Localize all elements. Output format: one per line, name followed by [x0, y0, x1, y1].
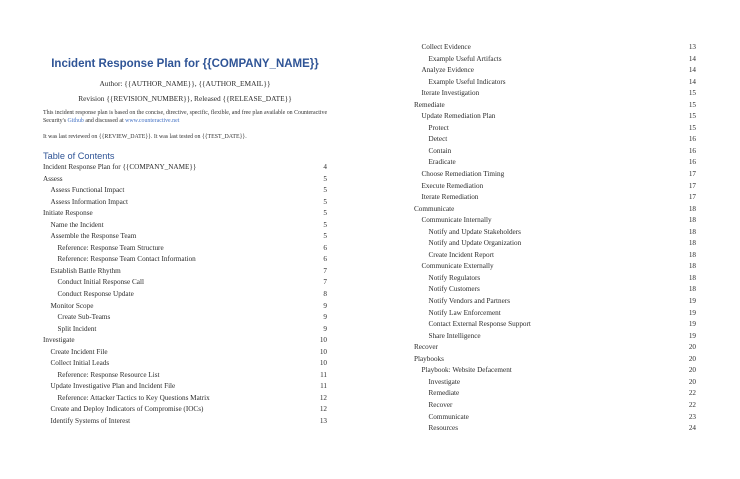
toc-entry[interactable]: [43, 266, 327, 278]
toc-entry[interactable]: [414, 169, 696, 181]
toc-entry-title: Communicate Internally: [421, 216, 492, 225]
toc-entry[interactable]: [414, 88, 696, 100]
toc-entry-page: 18: [688, 204, 696, 213]
toc-entry[interactable]: [414, 192, 696, 204]
toc-entry-title: Assess: [43, 174, 63, 183]
toc-entry-title: Create Incident Report: [428, 250, 494, 259]
toc-entry[interactable]: [43, 416, 327, 428]
toc-entry-page: 10: [319, 336, 327, 345]
toc-entry-page: 15: [688, 89, 696, 98]
toc-entry[interactable]: [43, 381, 327, 393]
toc-entry-page: 11: [320, 382, 327, 391]
toc-entry[interactable]: [414, 100, 696, 112]
toc-entry-title: Reference: Attacker Tactics to Key Questions Matrix: [57, 393, 210, 402]
toc-entry-page: 5: [323, 186, 327, 195]
toc-entry[interactable]: [414, 54, 696, 66]
toc-entry-title: Share Intelligence: [428, 331, 481, 340]
right-page: [370, 0, 740, 479]
toc-entry-page: 5: [323, 209, 327, 218]
toc-entry-page: 12: [319, 393, 327, 402]
toc-entry-page: 19: [688, 331, 696, 340]
toc-entry[interactable]: [414, 238, 696, 250]
toc-entry-page: 11: [320, 370, 327, 379]
toc-entry[interactable]: [414, 181, 696, 193]
toc-entry-page: 10: [319, 347, 327, 356]
toc-entry[interactable]: [43, 404, 327, 416]
toc-entry[interactable]: [414, 123, 696, 135]
toc-entry[interactable]: [414, 400, 696, 412]
toc-entry-title: Remediate: [428, 389, 460, 398]
toc-entry-page: 18: [688, 262, 696, 271]
toc-entry-title: Notify Customers: [428, 285, 480, 294]
toc-entry-page: 15: [688, 112, 696, 121]
toc-entry-title: Reference: Response Team Structure: [57, 243, 164, 252]
toc-entry-title: Communicate: [414, 204, 455, 213]
toc-entry-title: Notify Regulators: [428, 273, 481, 282]
toc-entry-title: Analyze Evidence: [421, 66, 474, 75]
toc-entry-title: Iterate Remediation: [421, 193, 479, 202]
toc-entry[interactable]: [414, 342, 696, 354]
toc-entry-page: 19: [688, 297, 696, 306]
toc-entry-title: Recover: [428, 400, 453, 409]
toc-entry-page: 17: [688, 181, 696, 190]
toc-entry[interactable]: [414, 146, 696, 158]
toc-entry[interactable]: [414, 354, 696, 366]
toc-entry-title: Establish Battle Rhythm: [50, 266, 121, 275]
toc-list-right: [414, 42, 696, 435]
review-line: It was last reviewed on {{REVIEW_DATE}}. It was last tested on {{TEST_DATE}}.: [43, 134, 247, 140]
toc-entry[interactable]: [43, 324, 327, 336]
intro-text-middle: and discussed at: [83, 117, 126, 124]
toc-entry-title: Assemble the Response Team: [50, 232, 137, 241]
toc-entry-page: 10: [319, 359, 327, 368]
author-line: Author: {{AUTHOR_NAME}}, {{AUTHOR_EMAIL}}: [99, 79, 271, 88]
toc-entry[interactable]: [414, 331, 696, 343]
toc-entry-title: Notify Vendors and Partners: [428, 297, 511, 306]
toc-entry-page: 5: [323, 197, 327, 206]
toc-entry-title: Identify Systems of Interest: [50, 417, 131, 426]
toc-entry[interactable]: [414, 377, 696, 389]
toc-entry-page: 9: [323, 301, 327, 310]
toc-entry[interactable]: [414, 284, 696, 296]
toc-entry[interactable]: [43, 393, 327, 405]
toc-entry-title: Eradicate: [428, 158, 456, 167]
toc-entry-title: Assess Information Impact: [50, 197, 128, 206]
toc-entry[interactable]: [43, 347, 327, 359]
toc-entry-page: 22: [688, 400, 696, 409]
toc-entry-page: 5: [323, 232, 327, 241]
toc-entry-title: Investigate: [428, 377, 461, 386]
toc-entry-page: 7: [323, 266, 327, 275]
toc-entry[interactable]: [43, 301, 327, 313]
toc-entry-page: 18: [688, 285, 696, 294]
toc-entry[interactable]: [414, 77, 696, 89]
toc-entry-title: Name the Incident: [50, 220, 104, 229]
toc-entry[interactable]: [414, 388, 696, 400]
toc-entry-page: 24: [688, 424, 696, 433]
toc-entry-title: Communicate Externally: [421, 262, 494, 271]
toc-entry[interactable]: [414, 412, 696, 424]
toc-entry[interactable]: [43, 289, 327, 301]
toc-entry[interactable]: [43, 174, 327, 186]
toc-entry[interactable]: [414, 250, 696, 262]
toc-entry-page: 9: [323, 313, 327, 322]
toc-entry[interactable]: [414, 296, 696, 308]
toc-entry-title: Update Remediation Plan: [421, 112, 496, 121]
toc-entry-page: 6: [323, 243, 327, 252]
toc-entry-page: 20: [688, 343, 696, 352]
toc-entry[interactable]: [414, 157, 696, 169]
toc-entry-title: Recover: [414, 343, 438, 352]
toc-entry-title: Contain: [428, 146, 452, 155]
toc-entry-title: Collect Initial Leads: [50, 359, 110, 368]
toc-entry[interactable]: [43, 358, 327, 370]
toc-entry-page: 20: [688, 377, 696, 386]
toc-entry-page: 16: [688, 158, 696, 167]
toc-entry[interactable]: [43, 312, 327, 324]
toc-entry-title: Create and Deploy Indicators of Compromise (IOCs): [50, 405, 204, 414]
toc-heading: Table of Contents: [43, 151, 115, 161]
toc-entry-page: 14: [688, 54, 696, 63]
toc-entry-title: Protect: [428, 123, 449, 132]
intro-text: This incident response plan is based on the concise, directive, specific, flexible, and free plan available on Counteractive Security's: [43, 110, 328, 124]
toc-entry[interactable]: [414, 308, 696, 320]
toc-entry-page: 15: [688, 123, 696, 132]
toc-entry[interactable]: [414, 227, 696, 239]
toc-entry-title: Notify and Update Organization: [428, 239, 522, 248]
toc-entry-title: Conduct Response Update: [57, 290, 134, 299]
toc-entry-title: Create Incident File: [50, 347, 108, 356]
toc-entry-title: Contact External Response Support: [428, 320, 531, 329]
toc-entry-title: Investigate: [43, 336, 75, 345]
document-title: Incident Response Plan for {{COMPANY_NAME}}: [51, 58, 319, 70]
toc-entry-title: Playbook: Website Defacement: [421, 366, 512, 375]
toc-entry[interactable]: [43, 254, 327, 266]
toc-entry[interactable]: [43, 335, 327, 347]
toc-entry[interactable]: [414, 423, 696, 435]
toc-entry-title: Iterate Investigation: [421, 89, 480, 98]
toc-entry-page: 16: [688, 146, 696, 155]
toc-entry-title: Incident Response Plan for {{COMPANY_NAME}}: [43, 163, 197, 171]
toc-entry-page: 19: [688, 308, 696, 317]
toc-entry-title: Monitor Scope: [50, 301, 94, 310]
toc-entry-title: Execute Remediation: [421, 181, 484, 190]
toc-entry-page: 20: [688, 366, 696, 375]
toc-entry-title: Split Incident: [57, 324, 97, 333]
toc-entry-title: Assess Functional Impact: [50, 186, 125, 195]
toc-entry-page: 18: [688, 239, 696, 248]
toc-entry-title: Notify Law Enforcement: [428, 308, 501, 317]
toc-entry-page: 6: [323, 255, 327, 264]
toc-entry-page: 15: [688, 100, 696, 109]
toc-entry-page: 12: [319, 405, 327, 414]
toc-entry[interactable]: [414, 42, 696, 54]
revision-line: Revision {{REVISION_NUMBER}}, Released {{RELEASE_DATE}}: [78, 94, 292, 103]
toc-entry-title: Playbooks: [414, 354, 444, 363]
toc-entry-page: 18: [688, 227, 696, 236]
toc-entry[interactable]: [414, 319, 696, 331]
toc-entry[interactable]: [414, 261, 696, 273]
toc-entry[interactable]: [414, 65, 696, 77]
toc-entry-page: 18: [688, 250, 696, 259]
toc-entry-page: 14: [688, 77, 696, 86]
toc-entry[interactable]: [414, 215, 696, 227]
toc-entry-page: 20: [688, 354, 696, 363]
toc-entry-title: Resources: [428, 424, 459, 433]
toc-entry-page: 17: [688, 193, 696, 202]
toc-entry-title: Detect: [428, 135, 448, 144]
toc-entry-title: Remediate: [414, 100, 445, 109]
toc-entry-page: 19: [688, 320, 696, 329]
toc-entry-title: Example Useful Artifacts: [428, 54, 502, 63]
toc-entry[interactable]: [43, 208, 327, 220]
toc-entry[interactable]: [43, 197, 327, 209]
toc-entry[interactable]: [43, 231, 327, 243]
toc-entry[interactable]: [414, 273, 696, 285]
toc-entry[interactable]: [414, 204, 696, 216]
toc-entry-page: 13: [688, 43, 696, 51]
toc-list-left: [43, 162, 327, 428]
toc-entry-title: Collect Evidence: [421, 43, 471, 51]
toc-entry[interactable]: [414, 134, 696, 146]
toc-entry-title: Reference: Response Team Contact Information: [57, 255, 196, 264]
toc-entry-page: 23: [688, 412, 696, 421]
toc-entry-page: 8: [323, 290, 327, 299]
github-link[interactable]: Github: [67, 117, 84, 124]
toc-entry-page: 5: [323, 174, 327, 183]
toc-entry-page: 16: [688, 135, 696, 144]
toc-entry-title: Communicate: [428, 412, 469, 421]
toc-entry[interactable]: [414, 111, 696, 123]
toc-entry-page: 4: [323, 163, 327, 171]
toc-entry-title: Reference: Response Resource List: [57, 370, 160, 379]
toc-entry-page: 7: [323, 278, 327, 287]
toc-entry-page: 18: [688, 216, 696, 225]
toc-entry-page: 18: [688, 273, 696, 282]
toc-entry-page: 13: [319, 417, 327, 426]
toc-entry[interactable]: [43, 277, 327, 289]
toc-entry-page: 9: [323, 324, 327, 333]
toc-entry[interactable]: [414, 365, 696, 377]
toc-entry[interactable]: [43, 162, 327, 174]
toc-entry-page: 22: [688, 389, 696, 398]
toc-entry-page: 14: [688, 66, 696, 75]
toc-entry-page: 17: [688, 170, 696, 179]
counteractive-link[interactable]: www.counteractive.net: [125, 117, 180, 124]
toc-entry[interactable]: [43, 220, 327, 232]
toc-entry-page: 5: [323, 220, 327, 229]
intro-paragraph: [43, 110, 328, 125]
toc-entry[interactable]: [43, 243, 327, 255]
toc-entry-title: Update Investigative Plan and Incident File: [50, 382, 176, 391]
toc-entry-title: Choose Remediation Timing: [421, 170, 505, 179]
toc-entry[interactable]: [43, 185, 327, 197]
toc-entry-title: Create Sub-Teams: [57, 313, 111, 322]
toc-entry-title: Example Useful Indicators: [428, 77, 506, 86]
toc-entry[interactable]: [43, 370, 327, 382]
toc-entry-title: Conduct Initial Response Call: [57, 278, 144, 287]
toc-entry-title: Notify and Update Stakeholders: [428, 227, 521, 236]
toc-entry-title: Initiate Response: [43, 209, 93, 218]
